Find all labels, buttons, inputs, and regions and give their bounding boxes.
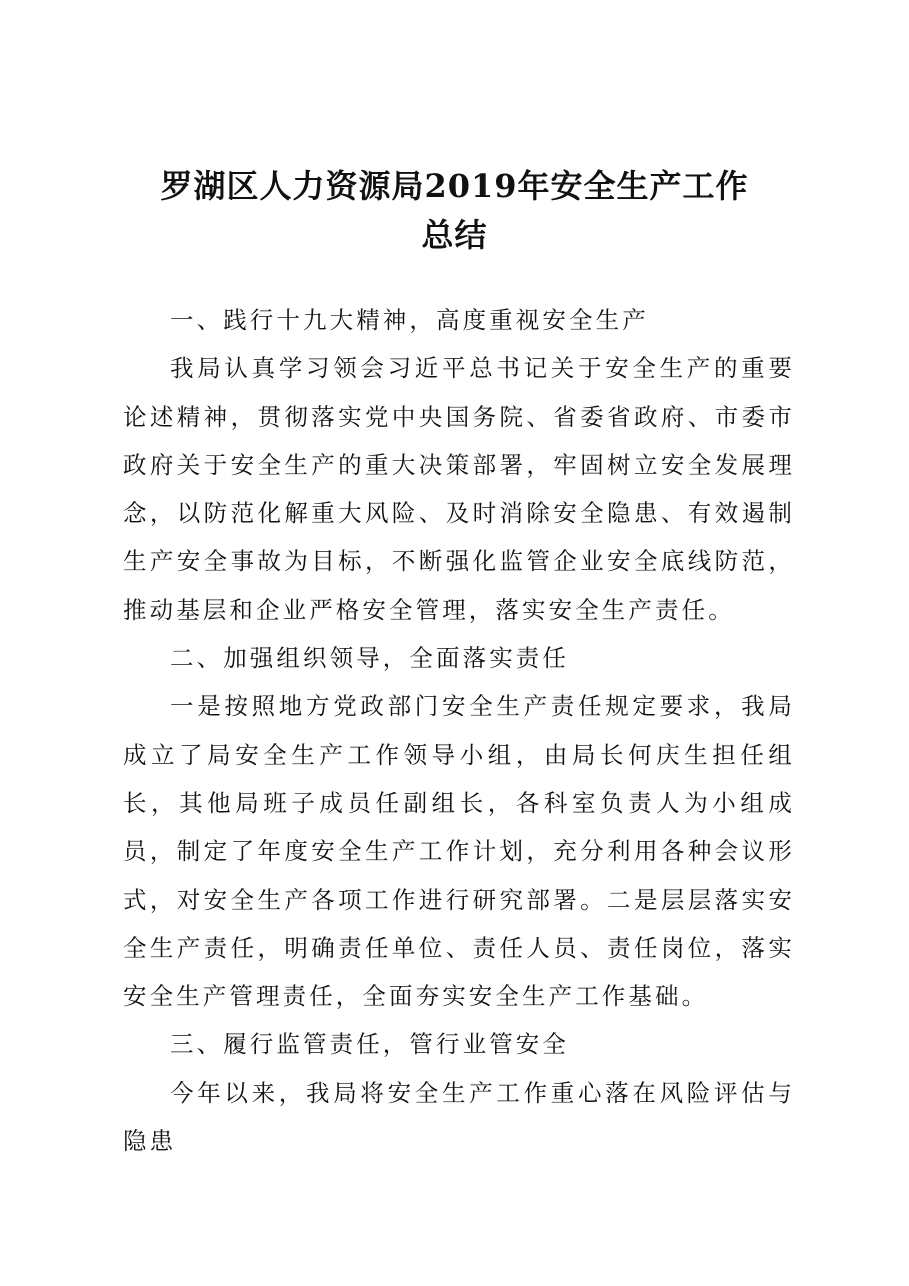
paragraph-1: 我局认真学习领会习近平总书记关于安全生产的重要论述精神，贯彻落实党中央国务院、省委省政府、市委市政府关于安全生产的重大决策部署，牢固树立安全发展理念，以防范化解重大风险、及时消除安全隐患、有效遏制生产安全事故为目标，不断强化监管企业安全底线防范，推动基层和企业严格安全管理，落实安全生产责任。 (123, 354, 795, 624)
paragraph-3: 今年以来，我局将安全生产工作重心落在风险评估与隐患 (123, 1078, 795, 1156)
paragraph-2: 一是按照地方党政部门安全生产责任规定要求，我局成立了局安全生产工作领导小组，由局长何庆生担任组长，其他局班子成员任副组长，各科室负责人为小组成员，制定了年度安全生产工作计划，充分利用各种会议形式，对安全生产各项工作进行研究部署。二是层层落实安全生产责任，明确责任单位、责任人员、责任岗位，落实安全生产管理责任，全面夯实安全生产工作基础。 (123, 692, 795, 1011)
document-title-line-2: 总结 (421, 216, 488, 254)
section-heading-2: 二、加强组织领导，全面落实责任 (170, 644, 569, 673)
document-title-line-1: 罗湖区人力资源局2019年安全生产工作 (160, 167, 749, 205)
section-heading-1: 一、践行十九大精神，高度重视安全生产 (170, 306, 649, 334)
section-heading-3: 三、履行监管责任，管行业管安全 (170, 1030, 569, 1059)
document-body (123, 296, 795, 1165)
